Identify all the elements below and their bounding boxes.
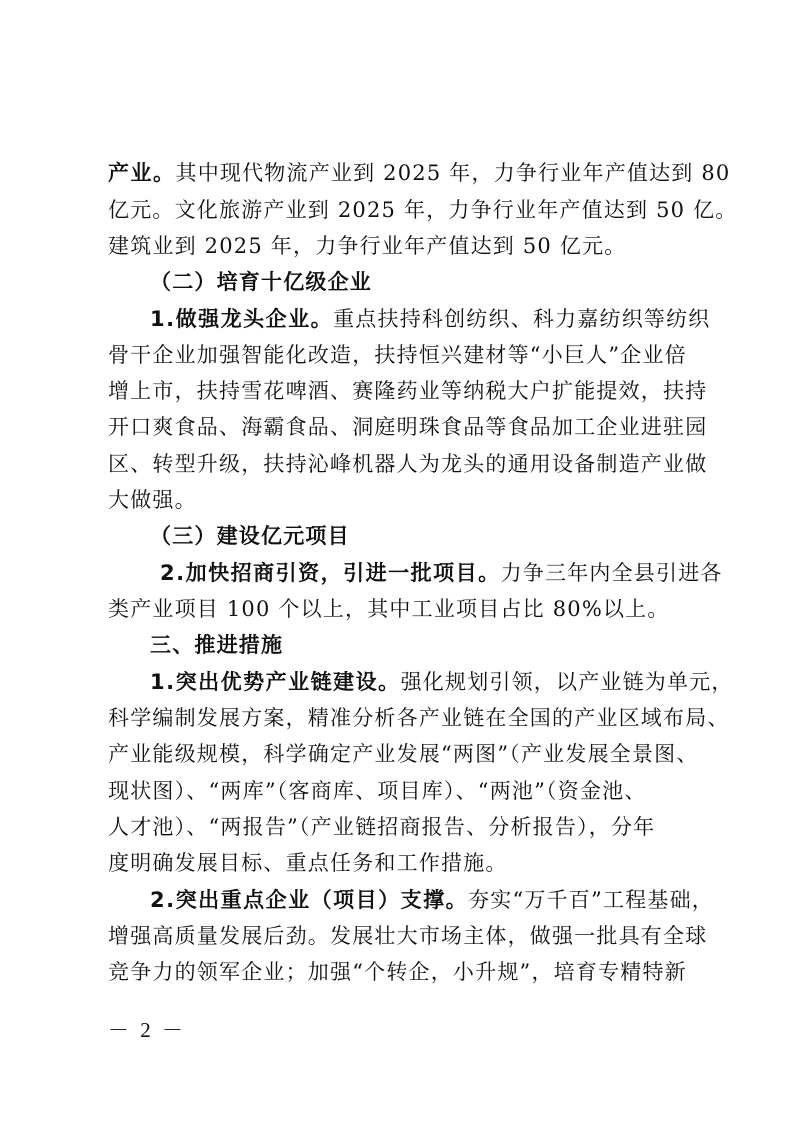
paragraph-line: [150, 665, 734, 699]
paragraph-line: [108, 483, 688, 517]
bold-lead: 2.突出重点企业（项目）支撑。: [150, 888, 469, 912]
paragraph-line: [108, 701, 730, 735]
paragraph-line: [108, 774, 688, 808]
body-text: 骨干企业加强智能化改造，扶持恒兴建材等“小巨人”企业倍: [108, 343, 687, 367]
body-text: 科学编制发展方案，精准分析各产业链在全国的产业区域布局、: [108, 706, 730, 730]
paragraph-line: [108, 156, 731, 190]
paragraph-line: [160, 556, 723, 590]
paragraph-line: [108, 229, 688, 263]
body-text: 重点扶持科创纺织、科力嘉纺织等纺织: [333, 307, 711, 331]
body-text: 类产业项目 100 个以上，其中工业项目占比 80%以上。: [108, 597, 670, 621]
body-text: 竞争力的领军企业；加强“个转企，小升规”，培育专精特新: [108, 960, 687, 984]
body-text: 建筑业到 2025 年，力争行业年产值达到 50 亿元。: [108, 234, 627, 258]
body-text: 增上市，扶持雪花啤酒、赛隆药业等纳税大户扩能提效，扶持: [108, 379, 708, 403]
paragraph-line: [108, 338, 688, 372]
body-text: 产业能级规模，科学确定产业发展“两图”（产业发展全景图、: [108, 742, 699, 766]
bold-lead: 产业。: [108, 161, 176, 185]
body-text: 其中现代物流产业到 2025 年，力争行业年产值达到 80: [175, 161, 731, 185]
paragraph-line: [108, 592, 688, 626]
body-text: 度明确发展目标、重点任务和工作措施。: [108, 851, 508, 875]
page-number: － 2 －: [108, 1018, 186, 1042]
main-heading: 三、推进措施: [150, 633, 284, 657]
paragraph-line: [108, 919, 708, 953]
paragraph-line: [108, 410, 708, 444]
bold-lead: 1.突出优势产业链建设。: [150, 670, 401, 694]
bold-lead: 2.加快招商引资，引进一批项目。: [160, 561, 501, 585]
paragraph-line: [150, 883, 714, 917]
paragraph-line: [108, 955, 688, 989]
paragraph-line: [108, 846, 688, 880]
body-text: 人才池）、“两报告”（产业链招商报告、分析报告），分年: [108, 815, 656, 839]
paragraph-line: [108, 810, 688, 844]
section-heading: （二）培育十亿级企业: [150, 270, 372, 294]
body-text: 现状图）、“两库”（客商库、项目库）、“两池”（资金池、: [108, 779, 647, 803]
body-text: 增强高质量发展后劲。发展壮大市场主体，做强一批具有全球: [108, 924, 708, 948]
body-text: 亿元。文化旅游产业到 2025 年，力争行业年产值达到 50 亿。: [108, 198, 738, 222]
body-text: 强化规划引领，以产业链为单元，: [400, 670, 734, 694]
body-text: 大做强。: [108, 488, 197, 512]
body-text: 夯实“万千百”工程基础，: [468, 888, 714, 912]
body-text: 区、转型升级，扶持沁峰机器人为龙头的通用设备制造产业做: [108, 452, 708, 476]
body-text: 力争三年内全县引进各: [500, 561, 723, 585]
paragraph-line: [108, 374, 708, 408]
paragraph-line: [108, 447, 708, 481]
paragraph-line: [108, 737, 699, 771]
section-heading: （三）建设亿元项目: [150, 524, 350, 548]
paragraph-line: [108, 193, 738, 227]
bold-lead: 1.做强龙头企业。: [150, 307, 334, 331]
paragraph-line: [150, 302, 711, 336]
body-text: 开口爽食品、海霸食品、洞庭明珠食品等食品加工企业进驻园: [108, 415, 708, 439]
